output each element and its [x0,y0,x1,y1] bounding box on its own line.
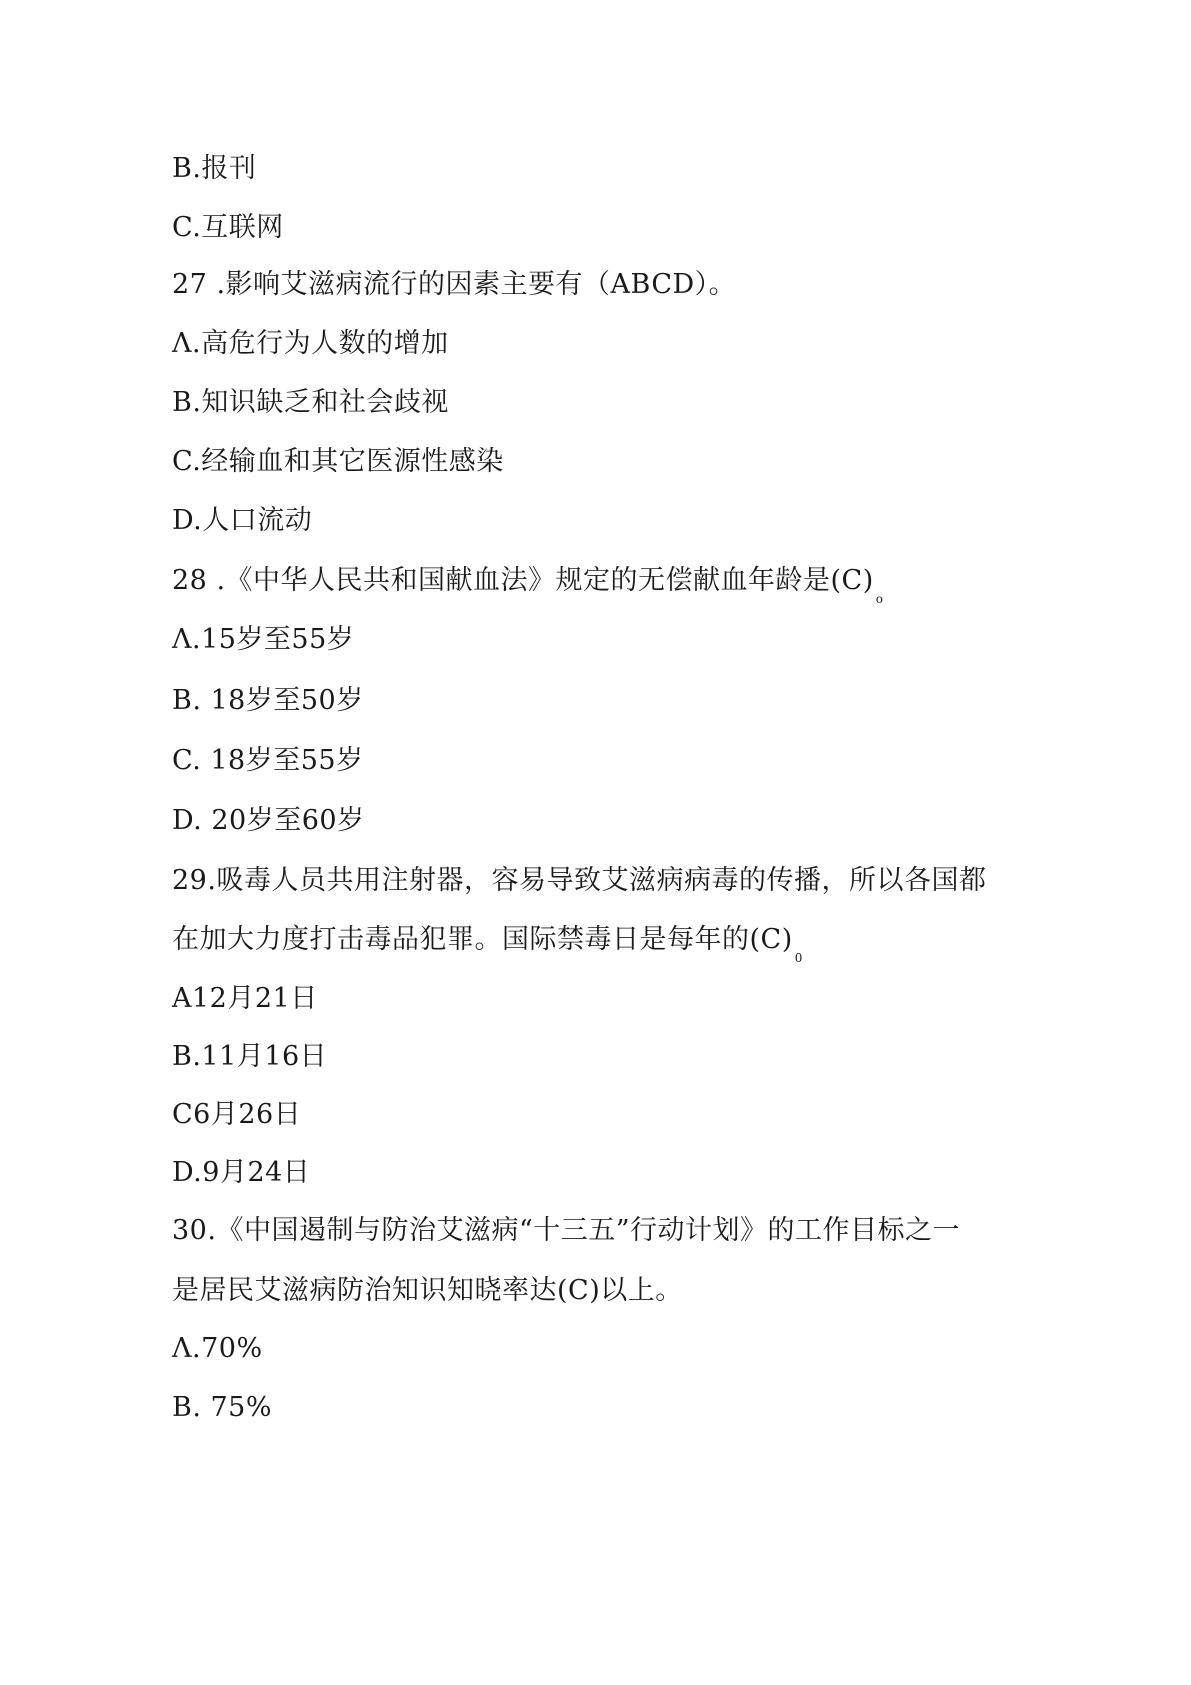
question-28-mark: o [875,592,884,606]
option-b-newspaper: B.报刊 [172,153,257,184]
question-29-text: 在加大力度打击毒品犯罪。国际禁毒日是每年的(C) [172,924,793,955]
option-c-internet: C.互联网 [172,212,284,243]
q28-option-b: B. 18岁至50岁 [172,685,364,716]
q30-option-b: B. 75% [172,1392,273,1423]
q28-option-c: C. 18岁至55岁 [172,745,364,776]
q27-option-a: Λ.高危行为人数的增加 [172,328,449,359]
q29-option-a: A12月21日 [172,983,318,1014]
q29-option-d: D.9月24日 [172,1157,311,1188]
question-29-line-2 [172,922,803,976]
question-30-line-1: 30.《中国遏制与防治艾滋病“十三五”行动计划》的工作目标之一 [172,1215,961,1246]
question-27: 27 .影响艾滋病流行的因素主要有（ABCD）。 [172,269,737,300]
question-28-text: 28 .《中华人民共和国献血法》规定的无偿献血年龄是(C) [172,565,874,596]
q30-option-a: Λ.70% [172,1333,263,1364]
q27-option-b: B.知识缺乏和社会歧视 [172,387,449,418]
q29-option-b: B.11月16日 [172,1041,328,1072]
question-28 [172,563,883,617]
q27-option-d: D.人口流动 [172,505,313,536]
q27-option-c: C.经输血和其它医源性感染 [172,446,504,477]
q29-option-c: C6月26日 [172,1099,302,1130]
question-30-line-2: 是居民艾滋病防治知识知晓率达(C)以上。 [172,1275,683,1306]
question-29-mark: 0 [794,951,803,965]
q28-option-d: D. 20岁至60岁 [172,805,365,836]
question-29-line-1: 29.吸毒人员共用注射器，容易导致艾滋病病毒的传播，所以各国都 [172,865,987,896]
q28-option-a: Λ.15岁至55岁 [172,624,355,655]
